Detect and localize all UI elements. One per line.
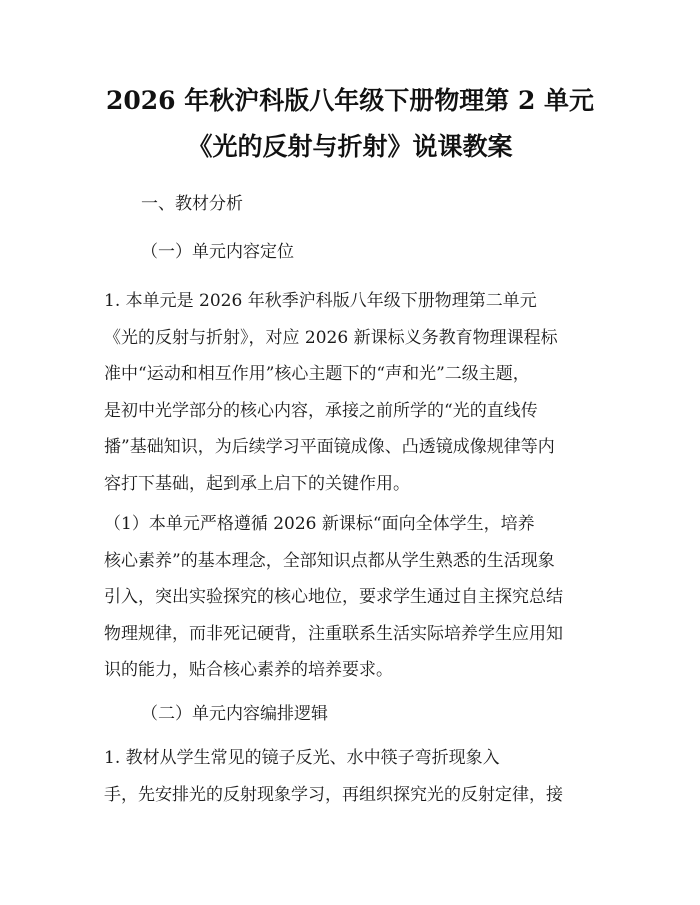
document-title-line-1: 2026 年秋沪科版八年级下册物理第 2 单元 <box>105 86 595 115</box>
paragraph-line: 1. 本单元是 2026 年秋季沪科版八年级下册物理第二单元 <box>104 291 537 311</box>
paragraph-line: 物理规律，而非死记硬背，注重联系生活实际培养学生应用知 <box>104 623 563 644</box>
document-title-line-2: 《光的反射与折射》说课教案 <box>187 132 513 161</box>
paragraph-curriculum-standard <box>104 506 600 689</box>
paragraph-content-logic <box>104 740 600 813</box>
paragraph-line: 1. 教材从学生常见的镜子反光、水中筷子弯折现象入 <box>104 748 500 768</box>
paragraph-line: 核心素养”的基本理念，全部知识点都从学生熟悉的生活现象 <box>104 550 555 571</box>
paragraph-line: 手，先安排光的反射现象学习，再组织探究光的反射定律，接 <box>104 784 563 805</box>
section-heading-teaching-material-analysis: 一、教材分析 <box>141 194 243 214</box>
paragraph-line: 准中“运动和相互作用”核心主题下的“声和光”二级主题， <box>104 364 530 384</box>
paragraph-line: 是初中光学部分的核心内容，承接之前所学的“光的直线传 <box>104 400 538 421</box>
paragraph-line: 引入，突出实验探究的核心地位，要求学生通过自主探究总结 <box>104 587 563 607</box>
paragraph-line: 播”基础知识，为后续学习平面镜成像、凸透镜成像规律等内 <box>104 437 555 457</box>
paragraph-line: （1）本单元严格遵循 2026 新课标“面向全体学生，培养 <box>104 514 535 534</box>
paragraph-line: 识的能力，贴合核心素养的培养要求。 <box>104 660 393 680</box>
subsection-heading-unit-positioning: （一）单元内容定位 <box>141 242 294 262</box>
paragraph-line: 《光的反射与折射》，对应 2026 新课标义务教育物理课程标 <box>104 327 558 348</box>
paragraph-line: 容打下基础，起到承上启下的关键作用。 <box>104 473 410 494</box>
paragraph-unit-positioning <box>104 283 600 502</box>
subsection-heading-content-logic: （二）单元内容编排逻辑 <box>141 704 328 724</box>
